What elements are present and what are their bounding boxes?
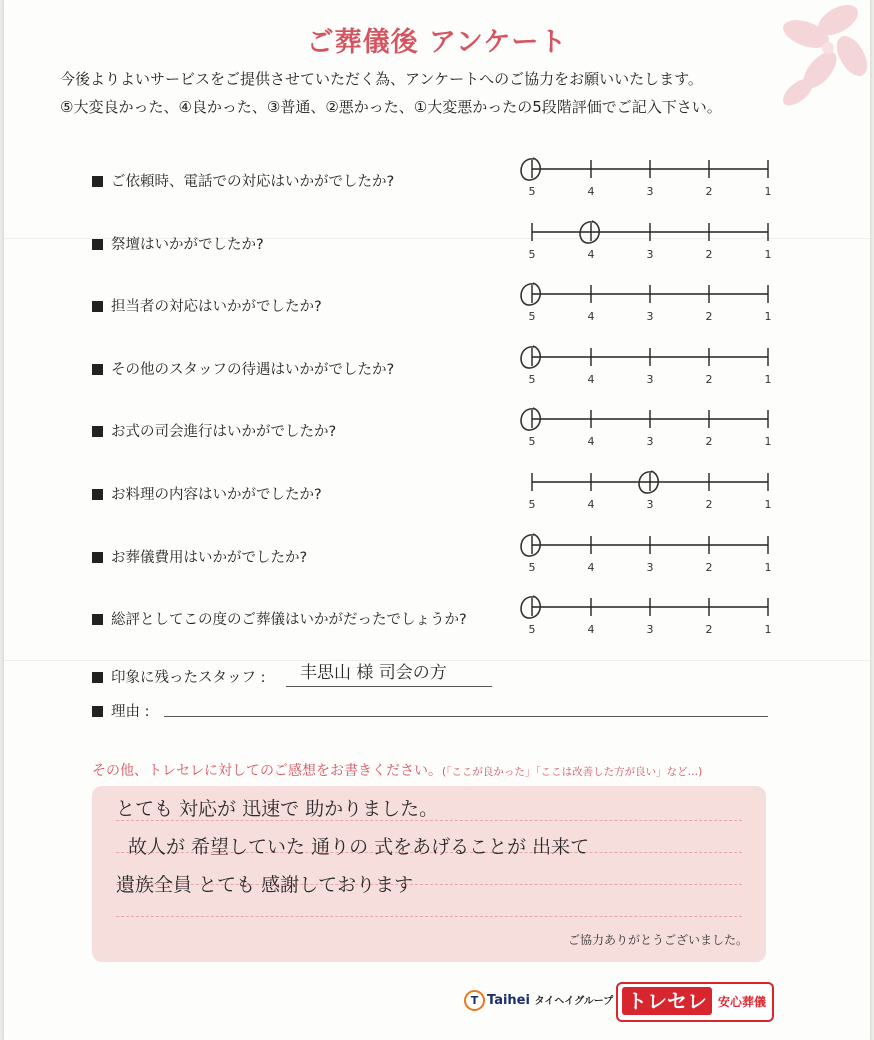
scale-label: 4 (587, 498, 595, 511)
intro-line-1: 今後よりよいサービスをご提供させていただく為、アンケートへのご協力をお願いいたします。 (60, 70, 703, 88)
bullet-square-icon (92, 364, 103, 375)
bullet-square-icon (92, 301, 103, 312)
taihei-emblem-icon: T (464, 990, 485, 1011)
scale-label: 4 (587, 310, 595, 323)
comment-line-2: 故人が 希望していた 通りの 式をあげることが 出来て (128, 836, 590, 858)
scale-label: 5 (528, 185, 536, 198)
question-text: その他のスタッフの待遇はいかがでしたか? (111, 362, 395, 378)
taihei-logo: T Taihei タイヘイグループ (464, 990, 613, 1011)
scale-label: 4 (587, 623, 595, 636)
rating-scale-2[interactable] (504, 217, 784, 267)
scale-label: 2 (705, 185, 713, 198)
scale-label: 4 (587, 185, 595, 198)
scale-label: 3 (646, 373, 654, 386)
question-6 (92, 483, 322, 504)
bullet-square-icon (92, 672, 103, 683)
scale-label: 4 (587, 435, 595, 448)
bullet-square-icon (92, 614, 103, 625)
scale-label: 5 (528, 435, 536, 448)
scale-label: 2 (705, 498, 713, 511)
questionnaire-sheet (4, 0, 870, 1040)
staff-field-line (286, 686, 492, 687)
flower-decoration-icon (720, 0, 870, 120)
scale-label: 4 (587, 373, 595, 386)
question-7 (92, 546, 307, 567)
scale-label: 2 (705, 248, 713, 261)
bullet-square-icon (92, 489, 103, 500)
bullet-square-icon (92, 426, 103, 437)
scale-label: 4 (587, 561, 595, 574)
scale-label: 1 (764, 310, 772, 323)
question-4 (92, 358, 394, 379)
scale-label: 2 (705, 623, 713, 636)
page-title: ご葬儀後 アンケート (306, 27, 568, 58)
question-text: 祭壇はいかがでしたか? (111, 237, 264, 253)
bullet-square-icon (92, 176, 103, 187)
scale-label: 1 (764, 248, 772, 261)
scale-label: 3 (646, 435, 654, 448)
question-text: 担当者の対応はいかがでしたか? (111, 299, 322, 315)
scale-label: 5 (528, 561, 536, 574)
reason-field-line (164, 716, 768, 717)
question-2 (92, 233, 264, 254)
scale-label: 4 (587, 248, 595, 261)
scale-label: 5 (528, 623, 536, 636)
intro-line-2: ⑤大変良かった、④良かった、③普通、②悪かった、①大変悪かったの5段階評価でご記入下さい。 (60, 98, 722, 116)
scale-label: 2 (705, 373, 713, 386)
scale-label: 1 (764, 373, 772, 386)
question-1 (92, 170, 394, 191)
scale-label: 3 (646, 248, 654, 261)
question-text: 総評としてこの度のご葬儀はいかがだったでしょうか? (111, 612, 467, 628)
scale-label: 5 (528, 373, 536, 386)
scale-label: 5 (528, 310, 536, 323)
scale-label: 3 (646, 623, 654, 636)
thanks-text: ご協力ありがとうございました。 (567, 933, 748, 947)
rating-scale-7[interactable] (504, 530, 784, 580)
comment-box (92, 786, 766, 962)
question-3 (92, 295, 322, 316)
scale-label: 5 (528, 498, 536, 511)
question-text: お料理の内容はいかがでしたか? (111, 487, 322, 503)
scale-label: 3 (646, 498, 654, 511)
rating-scale-6[interactable] (504, 467, 784, 517)
reason-field-label: 理由 : (92, 700, 150, 721)
scale-label: 1 (764, 435, 772, 448)
staff-handwritten-value: 丰思山 様 司会の方 (300, 663, 447, 683)
bullet-square-icon (92, 239, 103, 250)
scale-label: 1 (764, 623, 772, 636)
scale-label: 2 (705, 561, 713, 574)
rating-scale-1[interactable] (504, 154, 784, 204)
scale-label: 5 (528, 248, 536, 261)
scale-label: 3 (646, 185, 654, 198)
comment-line-1: とても 対応が 迅速で 助かりました。 (116, 798, 439, 820)
question-text: ご依頼時、電話での対応はいかがでしたか? (111, 174, 395, 190)
bullet-square-icon (92, 552, 103, 563)
scale-label: 1 (764, 185, 772, 198)
question-5 (92, 420, 336, 441)
tresere-brand-logo: トレセレ 安心葬儀 (616, 982, 774, 1022)
question-text: お葬儀費用はいかがでしたか? (111, 550, 308, 566)
rating-scale-4[interactable] (504, 342, 784, 392)
scale-label: 2 (705, 435, 713, 448)
question-8 (92, 608, 467, 629)
bullet-square-icon (92, 706, 103, 717)
comment-heading: その他、トレセレに対してのご感想をお書きください。(「ここが良かった」「ここは改善した方が良い」など…) (92, 763, 703, 779)
rating-scale-5[interactable] (504, 404, 784, 454)
scale-label: 2 (705, 310, 713, 323)
comment-line-3: 遺族全員 とても 感謝しております (116, 874, 414, 896)
scale-label: 3 (646, 561, 654, 574)
staff-field-label: 印象に残ったスタッフ : (92, 666, 266, 687)
rating-scale-8[interactable] (504, 592, 784, 642)
scale-label: 1 (764, 498, 772, 511)
question-text: お式の司会進行はいかがでしたか? (111, 424, 337, 440)
rating-scale-3[interactable] (504, 279, 784, 329)
scale-label: 3 (646, 310, 654, 323)
scale-label: 1 (764, 561, 772, 574)
